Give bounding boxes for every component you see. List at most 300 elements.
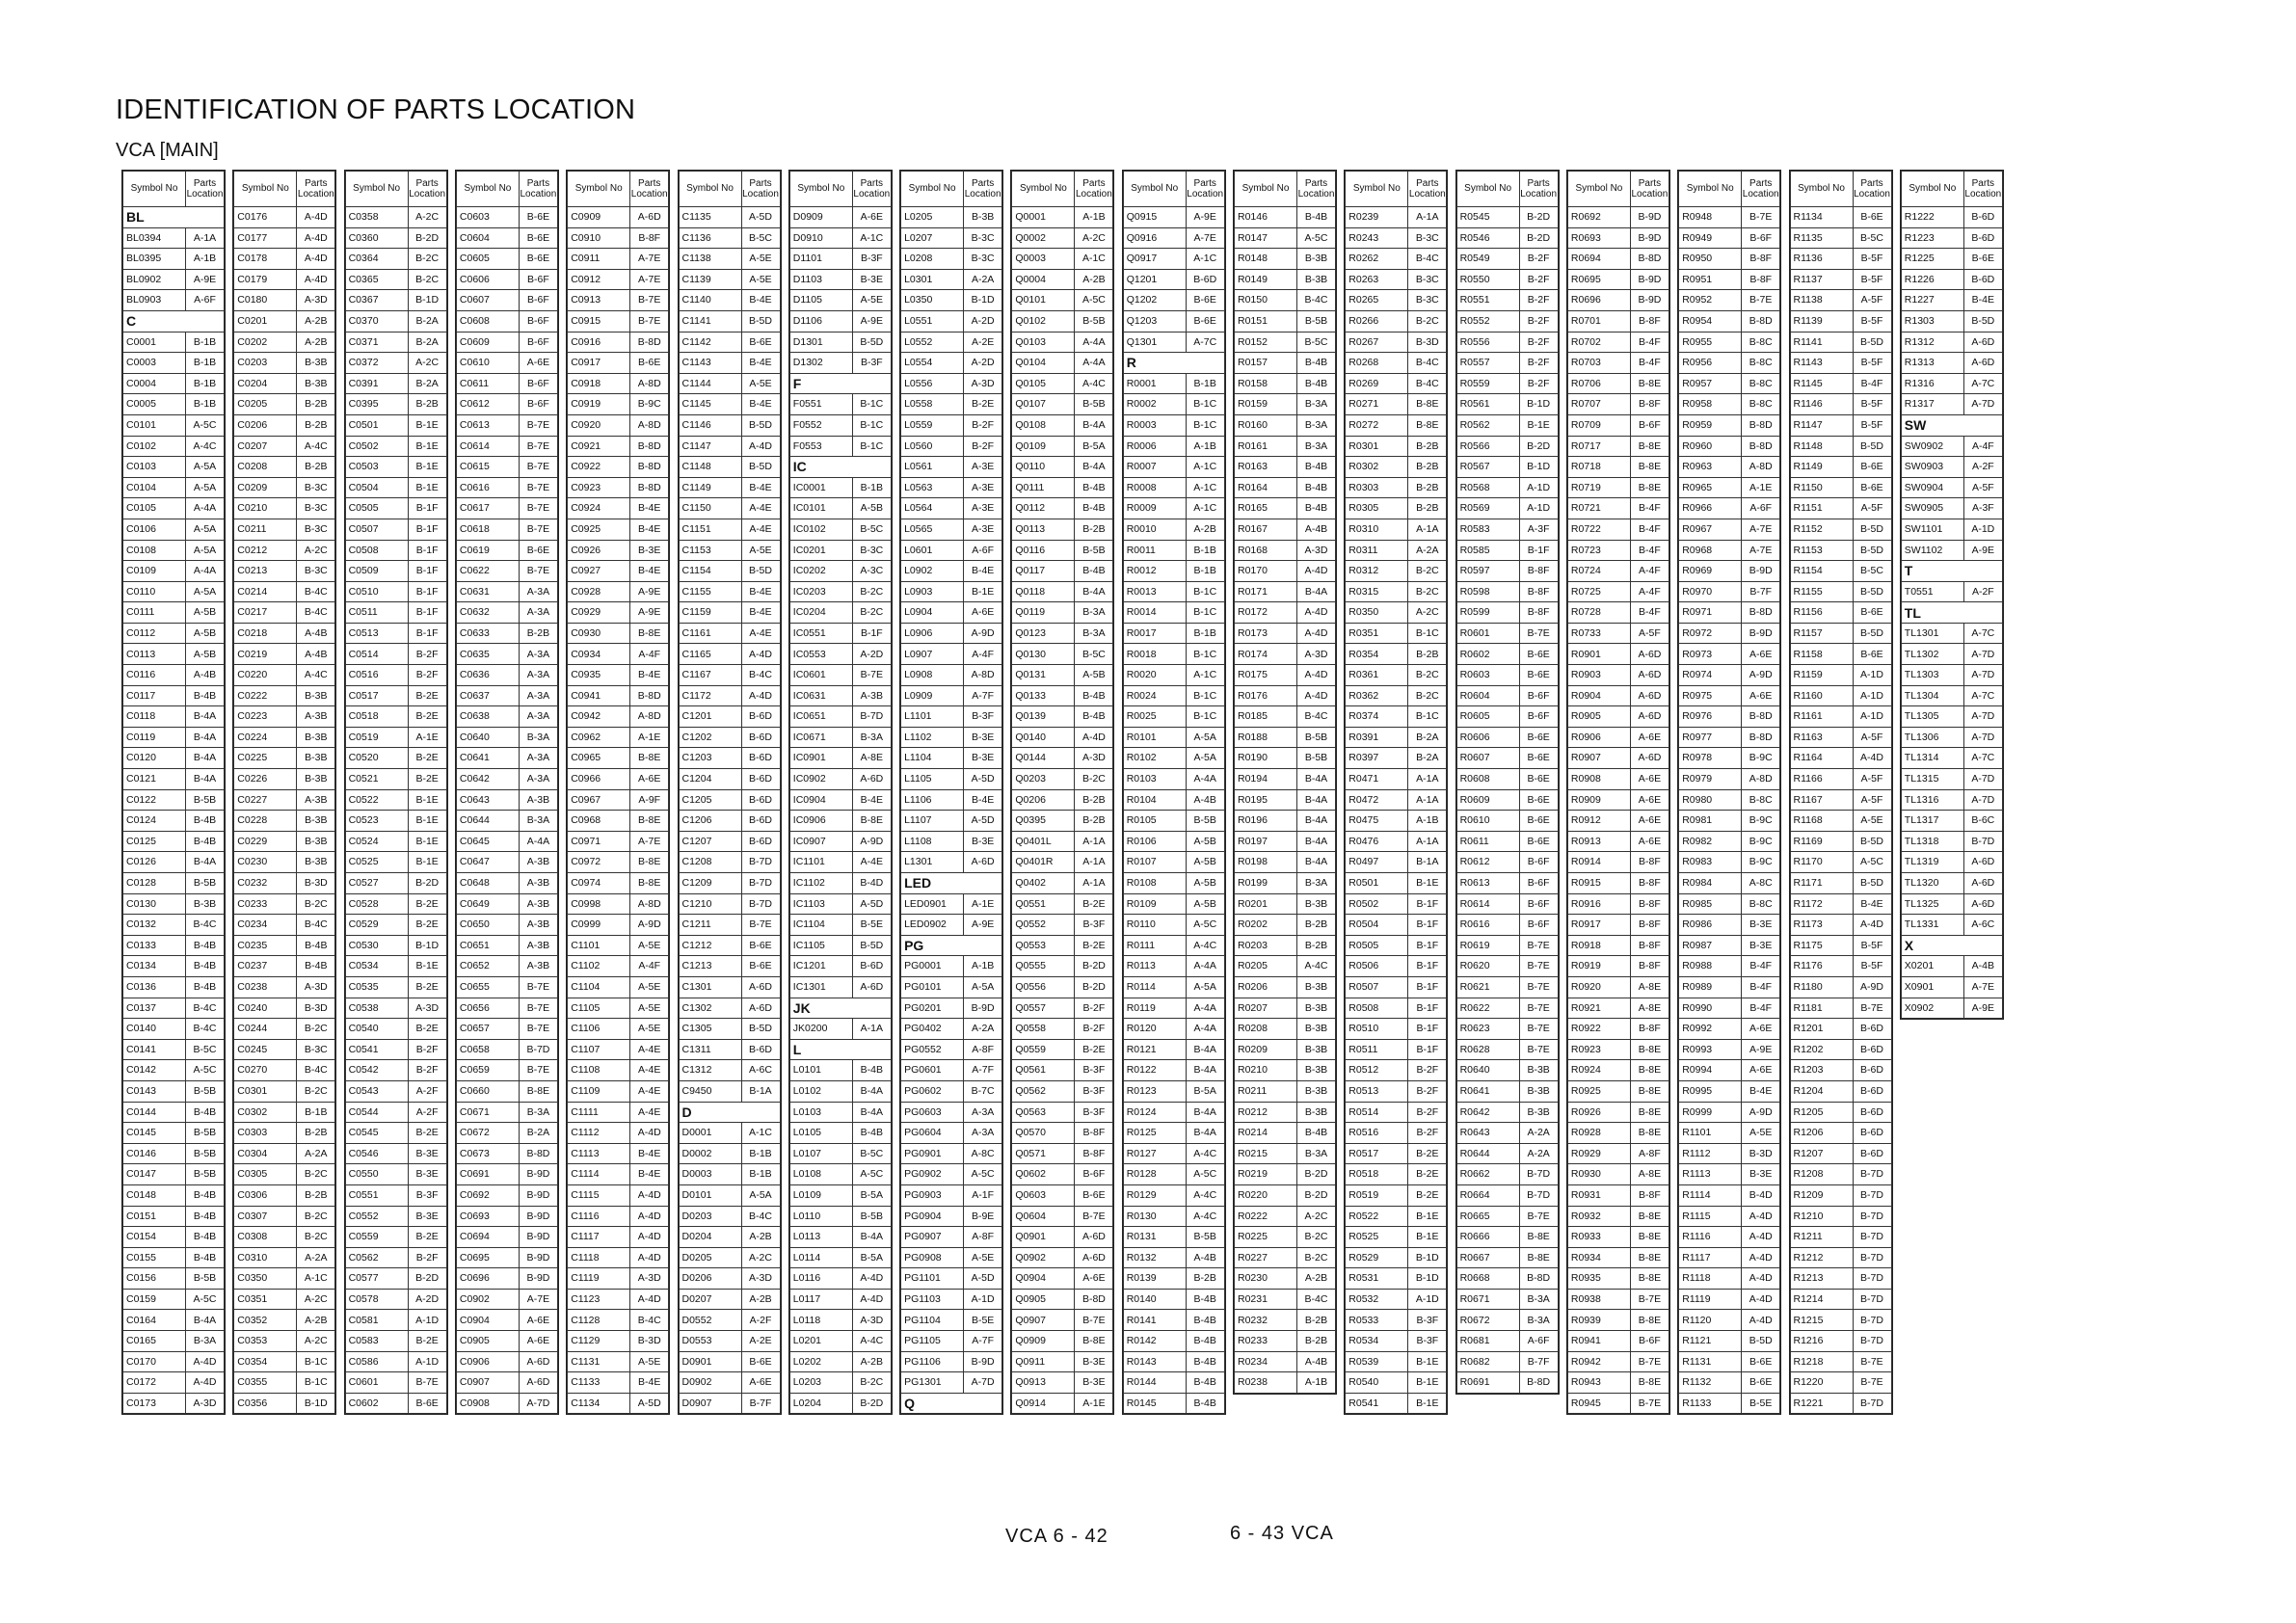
location-cell: B-7D xyxy=(741,852,780,873)
symbol-cell: R0014 xyxy=(1123,602,1186,624)
table-row xyxy=(789,1164,891,1185)
symbol-cell: Q0113 xyxy=(1012,519,1075,540)
symbol-cell: R0952 xyxy=(1679,290,1742,311)
symbol-cell: R0546 xyxy=(1456,227,1519,249)
symbol-cell: C0910 xyxy=(568,227,630,249)
table-row xyxy=(1456,519,1558,540)
table-row xyxy=(1901,623,2002,644)
table-row xyxy=(345,227,446,249)
table-row xyxy=(1901,457,2002,478)
symbol-cell: TL1316 xyxy=(1901,789,1963,811)
symbol-cell: R0362 xyxy=(1346,685,1408,706)
table-row xyxy=(1012,436,1113,457)
location-cell: B-8F xyxy=(630,227,669,249)
location-cell: A-5E xyxy=(741,269,780,290)
table-row xyxy=(679,1206,780,1227)
symbol-cell: R0559 xyxy=(1456,373,1519,394)
symbol-cell: R0002 xyxy=(1123,394,1186,415)
symbol-cell: R0205 xyxy=(1235,956,1297,977)
symbol-cell: R1138 xyxy=(1790,290,1853,311)
location-cell: A-2D xyxy=(964,353,1002,374)
location-cell: B-3B xyxy=(297,373,335,394)
location-cell: B-2F xyxy=(408,1039,446,1060)
table-row xyxy=(1346,1184,1447,1206)
table-row xyxy=(1012,1393,1113,1414)
location-cell: B-5B xyxy=(1186,1227,1224,1248)
symbol-cell: C1117 xyxy=(568,1227,630,1248)
location-cell: B-4B xyxy=(186,1102,225,1123)
location-cell: B-9C xyxy=(630,394,669,415)
location-cell: A-7F xyxy=(964,685,1002,706)
symbol-cell: R0974 xyxy=(1679,665,1742,686)
table-row xyxy=(1123,332,1224,353)
symbol-cell: C0523 xyxy=(345,811,408,832)
symbol-cell: R0175 xyxy=(1235,665,1297,686)
table-row xyxy=(1567,706,1669,728)
location-cell: A-4C xyxy=(297,436,335,457)
table-row xyxy=(1123,998,1224,1019)
table-row xyxy=(345,436,446,457)
symbol-cell: TL1304 xyxy=(1901,685,1963,706)
table-row xyxy=(1235,769,1336,790)
symbol-cell: X0902 xyxy=(1901,998,1963,1019)
symbol-cell: C0974 xyxy=(568,873,630,894)
location-cell: A-4B xyxy=(1963,956,2002,977)
location-cell: A-5B xyxy=(186,644,225,665)
location-cell: B-1F xyxy=(408,581,446,602)
symbol-cell: C0237 xyxy=(234,956,297,977)
table-row xyxy=(1456,1310,1558,1331)
symbol-cell: R0006 xyxy=(1123,436,1186,457)
table-row xyxy=(1901,249,2002,270)
section-letter: BL xyxy=(123,207,225,228)
table-row xyxy=(1456,1164,1558,1185)
table-row xyxy=(1346,998,1447,1019)
symbol-cell: L0565 xyxy=(901,519,964,540)
location-cell: A-1B xyxy=(1297,1372,1336,1394)
table-row xyxy=(123,436,225,457)
symbol-cell: R0552 xyxy=(1456,310,1519,332)
symbol-cell: R0926 xyxy=(1567,1102,1630,1123)
symbol-cell: R0232 xyxy=(1235,1310,1297,1331)
table-row xyxy=(901,1060,1002,1081)
location-cell: B-7E xyxy=(852,665,891,686)
location-cell: A-9E xyxy=(1963,540,2002,561)
location-cell: A-2B xyxy=(1297,1268,1336,1290)
symbol-cell: C0643 xyxy=(456,789,519,811)
location-cell: B-5C xyxy=(852,1143,891,1164)
table-row xyxy=(1790,373,1891,394)
table-row xyxy=(789,477,891,498)
location-cell: A-2A xyxy=(964,269,1002,290)
symbol-cell: L0202 xyxy=(789,1351,852,1372)
location-cell: B-5F xyxy=(1853,414,1891,436)
symbol-cell: L0908 xyxy=(901,665,964,686)
location-cell: B-4C xyxy=(630,1310,669,1331)
symbol-cell: C0180 xyxy=(234,290,297,311)
symbol-cell: C1206 xyxy=(679,811,741,832)
table-row xyxy=(1123,1123,1224,1144)
symbol-cell: R1114 xyxy=(1679,1184,1742,1206)
table-row xyxy=(1456,1102,1558,1123)
symbol-cell: R0123 xyxy=(1123,1080,1186,1102)
symbol-cell: LED0902 xyxy=(901,915,964,936)
table-row xyxy=(123,561,225,582)
location-cell: A-7E xyxy=(630,249,669,270)
location-cell: B-4A xyxy=(852,1102,891,1123)
symbol-cell: R0915 xyxy=(1567,873,1630,894)
location-cell: B-8E xyxy=(1630,1206,1669,1227)
symbol-cell: R0695 xyxy=(1567,269,1630,290)
location-cell: A-6D xyxy=(852,769,891,790)
parts-table xyxy=(1011,171,1113,1414)
location-cell: B-8E xyxy=(1630,1372,1669,1394)
table-row xyxy=(1790,789,1891,811)
location-cell: B-4A xyxy=(186,852,225,873)
table-row xyxy=(901,1164,1002,1185)
symbol-cell: L0561 xyxy=(901,457,964,478)
table-row xyxy=(1346,519,1447,540)
location-cell: B-4C xyxy=(1408,249,1447,270)
location-cell: B-4C xyxy=(741,1206,780,1227)
table-row xyxy=(345,1247,446,1268)
table-row xyxy=(1901,727,2002,748)
symbol-cell: R0908 xyxy=(1567,769,1630,790)
location-cell: B-7E xyxy=(519,519,557,540)
symbol-cell: C0998 xyxy=(568,893,630,915)
symbol-cell: Q0907 xyxy=(1012,1310,1075,1331)
location-cell: A-5E xyxy=(964,1247,1002,1268)
table-row xyxy=(1346,1393,1447,1414)
symbol-cell: C0308 xyxy=(234,1227,297,1248)
section-letter: TL xyxy=(1901,602,2002,624)
table-header-row xyxy=(1679,172,1780,207)
table-row xyxy=(679,436,780,457)
table-row xyxy=(1235,332,1336,353)
location-cell: B-4C xyxy=(297,1060,335,1081)
symbol-cell: Q0118 xyxy=(1012,581,1075,602)
symbol-cell: R0472 xyxy=(1346,789,1408,811)
location-cell: B-7D xyxy=(852,706,891,728)
symbol-cell: C0659 xyxy=(456,1060,519,1081)
table-row xyxy=(1235,1060,1336,1081)
symbol-cell: BL0395 xyxy=(123,249,186,270)
table-row xyxy=(123,706,225,728)
symbol-cell: R0227 xyxy=(1235,1247,1297,1268)
location-cell: B-8E xyxy=(1630,1060,1669,1081)
table-row xyxy=(1235,727,1336,748)
location-cell: B-2E xyxy=(408,706,446,728)
section-header-row xyxy=(1901,414,2002,436)
location-cell: B-4B xyxy=(1297,373,1336,394)
location-cell: B-1B xyxy=(852,477,891,498)
table-row xyxy=(568,498,669,519)
symbol-cell: D0003 xyxy=(679,1164,741,1185)
table-row xyxy=(1567,852,1669,873)
location-cell: B-2C xyxy=(297,1019,335,1040)
symbol-cell: R0951 xyxy=(1679,269,1742,290)
location-cell: A-6D xyxy=(1075,1227,1113,1248)
location-cell: A-1C xyxy=(741,1123,780,1144)
symbol-cell: C0909 xyxy=(568,207,630,228)
table-row xyxy=(789,1019,891,1040)
location-cell: B-7E xyxy=(519,457,557,478)
symbol-cell: R0113 xyxy=(1123,956,1186,977)
table-row xyxy=(1567,414,1669,436)
table-row xyxy=(1123,1164,1224,1185)
table-row xyxy=(568,789,669,811)
section-letter: T xyxy=(1901,561,2002,582)
table-row xyxy=(123,477,225,498)
table-row xyxy=(1456,269,1558,290)
location-cell: B-4B xyxy=(1075,477,1113,498)
symbol-cell: C0005 xyxy=(123,394,186,415)
symbol-cell: R0557 xyxy=(1456,353,1519,374)
table-row xyxy=(1679,935,1780,956)
location-cell: B-3E xyxy=(964,831,1002,852)
table-row xyxy=(1790,1143,1891,1164)
location-cell: A-5B xyxy=(186,623,225,644)
symbol-cell: IC0201 xyxy=(789,540,852,561)
table-row xyxy=(789,332,891,353)
symbol-cell: R0196 xyxy=(1235,811,1297,832)
table-row xyxy=(456,414,557,436)
location-cell: B-4B xyxy=(186,1247,225,1268)
parts-column xyxy=(1455,170,1560,1395)
location-cell: B-2A xyxy=(408,373,446,394)
location-cell: B-4E xyxy=(630,1164,669,1185)
section-letter: L xyxy=(789,1039,891,1060)
location-cell: B-2D xyxy=(1519,436,1558,457)
table-row xyxy=(901,1351,1002,1372)
symbol-cell: R0168 xyxy=(1235,540,1297,561)
symbol-cell: R0533 xyxy=(1346,1310,1408,1331)
symbol-cell: D0001 xyxy=(679,1123,741,1144)
table-row xyxy=(234,269,335,290)
location-cell: A-6D xyxy=(1963,893,2002,915)
table-row xyxy=(1012,332,1113,353)
location-cell: B-4F xyxy=(1630,498,1669,519)
symbol-cell: R0025 xyxy=(1123,706,1186,728)
table-row xyxy=(1123,1289,1224,1310)
symbol-cell: R1212 xyxy=(1790,1247,1853,1268)
table-row xyxy=(1346,436,1447,457)
symbol-cell: C1133 xyxy=(568,1372,630,1394)
location-cell: A-3B xyxy=(297,789,335,811)
location-cell: B-6E xyxy=(741,1351,780,1372)
table-row xyxy=(123,998,225,1019)
table-row xyxy=(1123,1184,1224,1206)
location-cell: B-8E xyxy=(1630,1247,1669,1268)
symbol-cell: R1220 xyxy=(1790,1372,1853,1394)
table-row xyxy=(1456,561,1558,582)
location-cell: B-1F xyxy=(1408,1039,1447,1060)
table-row xyxy=(679,831,780,852)
symbol-cell: C0117 xyxy=(123,685,186,706)
symbol-cell: C0622 xyxy=(456,561,519,582)
table-row xyxy=(679,811,780,832)
symbol-cell: L0601 xyxy=(901,540,964,561)
location-cell: A-9E xyxy=(186,269,225,290)
table-row xyxy=(456,956,557,977)
section-letter: SW xyxy=(1901,414,2002,436)
location-cell: A-4D xyxy=(1742,1227,1780,1248)
symbol-cell: C0930 xyxy=(568,623,630,644)
symbol-cell: L0205 xyxy=(901,207,964,228)
parts-table xyxy=(1567,171,1669,1414)
symbol-cell: R0007 xyxy=(1123,457,1186,478)
location-cell: A-3C xyxy=(852,561,891,582)
table-row xyxy=(1679,561,1780,582)
symbol-cell: R1150 xyxy=(1790,477,1853,498)
table-row xyxy=(1679,998,1780,1019)
symbol-cell: C1123 xyxy=(568,1289,630,1310)
location-cell: B-2B xyxy=(408,394,446,415)
table-row xyxy=(1901,373,2002,394)
symbol-cell: R0702 xyxy=(1567,332,1630,353)
symbol-cell: C0521 xyxy=(345,769,408,790)
location-cell: B-4A xyxy=(186,727,225,748)
table-row xyxy=(1679,457,1780,478)
location-cell: A-4E xyxy=(741,519,780,540)
table-row xyxy=(456,789,557,811)
location-cell: B-9C xyxy=(1742,748,1780,769)
table-row xyxy=(1567,249,1669,270)
symbol-cell: R1120 xyxy=(1679,1310,1742,1331)
symbol-cell: C0125 xyxy=(123,831,186,852)
symbol-cell: R0960 xyxy=(1679,436,1742,457)
location-cell: A-4D xyxy=(741,644,780,665)
location-cell: B-4A xyxy=(186,1310,225,1331)
symbol-cell: R1216 xyxy=(1790,1331,1853,1352)
symbol-cell: IC0906 xyxy=(789,811,852,832)
table-row xyxy=(1346,394,1447,415)
symbol-cell: R0518 xyxy=(1346,1164,1408,1185)
symbol-cell: R1164 xyxy=(1790,748,1853,769)
location-cell: B-5E xyxy=(852,915,891,936)
location-cell: B-5A xyxy=(1075,436,1113,457)
location-cell: B-6D xyxy=(741,831,780,852)
location-cell: B-6D xyxy=(1963,207,2002,228)
symbol-cell: C0604 xyxy=(456,227,519,249)
symbol-cell: C1167 xyxy=(679,665,741,686)
location-cell: B-6E xyxy=(1519,789,1558,811)
location-cell: A-8E xyxy=(1630,976,1669,998)
table-row xyxy=(1790,1247,1891,1268)
location-cell: A-6E xyxy=(1742,1060,1780,1081)
table-row xyxy=(1123,414,1224,436)
table-row xyxy=(1123,1102,1224,1123)
location-cell: A-5E xyxy=(741,249,780,270)
location-cell: A-5D xyxy=(741,207,780,228)
table-row xyxy=(1123,269,1224,290)
location-cell: A-4D xyxy=(186,1372,225,1394)
header-symbol: Symbol No xyxy=(789,172,852,207)
location-cell: A-5C xyxy=(186,1289,225,1310)
symbol-cell: C1131 xyxy=(568,1351,630,1372)
table-row xyxy=(1012,1123,1113,1144)
table-row xyxy=(1012,1019,1113,1040)
symbol-cell: R0608 xyxy=(1456,769,1519,790)
table-row xyxy=(1235,685,1336,706)
symbol-cell: R0109 xyxy=(1123,893,1186,915)
table-row xyxy=(1790,1164,1891,1185)
location-cell: B-7F xyxy=(1742,581,1780,602)
table-row xyxy=(679,727,780,748)
symbol-cell: C0615 xyxy=(456,457,519,478)
location-cell: A-5F xyxy=(1853,498,1891,519)
location-cell: B-9C xyxy=(1742,852,1780,873)
symbol-cell: C0603 xyxy=(456,207,519,228)
table-row xyxy=(345,477,446,498)
location-cell: B-8F xyxy=(1742,269,1780,290)
location-cell: B-5E xyxy=(964,1310,1002,1331)
location-cell: A-5B xyxy=(1186,873,1224,894)
location-cell: B-8C xyxy=(1742,893,1780,915)
symbol-cell: C0522 xyxy=(345,789,408,811)
table-row xyxy=(1346,852,1447,873)
symbol-cell: L0208 xyxy=(901,249,964,270)
symbol-cell: C0968 xyxy=(568,811,630,832)
symbol-cell: R0932 xyxy=(1567,1206,1630,1227)
table-row xyxy=(568,623,669,644)
table-row xyxy=(901,1206,1002,1227)
symbol-cell: PG1105 xyxy=(901,1331,964,1352)
symbol-cell: TL1302 xyxy=(1901,644,1963,665)
location-cell: A-2C xyxy=(297,1289,335,1310)
table-row xyxy=(1235,581,1336,602)
symbol-cell: IC1105 xyxy=(789,935,852,956)
table-row xyxy=(234,873,335,894)
location-cell: B-6F xyxy=(1630,414,1669,436)
symbol-cell: C0530 xyxy=(345,935,408,956)
symbol-cell: R0476 xyxy=(1346,831,1408,852)
location-cell: B-9D xyxy=(519,1247,557,1268)
symbol-cell: C0517 xyxy=(345,685,408,706)
location-cell: B-7E xyxy=(1630,1351,1669,1372)
table-row xyxy=(456,852,557,873)
section-letter: D xyxy=(679,1102,780,1123)
location-cell: B-4E xyxy=(852,789,891,811)
table-row xyxy=(1012,269,1113,290)
parts-table xyxy=(1790,171,1892,1414)
location-cell: B-1F xyxy=(408,602,446,624)
symbol-cell: C0935 xyxy=(568,665,630,686)
symbol-cell: R0003 xyxy=(1123,414,1186,436)
table-row xyxy=(456,685,557,706)
table-header-row xyxy=(456,172,557,207)
symbol-cell: R0212 xyxy=(1235,1102,1297,1123)
section-letter: IC xyxy=(789,457,891,478)
table-row xyxy=(1679,436,1780,457)
symbol-cell: C0234 xyxy=(234,915,297,936)
table-row xyxy=(679,1164,780,1185)
symbol-cell: R0719 xyxy=(1567,477,1630,498)
symbol-cell: C1150 xyxy=(679,498,741,519)
location-cell: A-3E xyxy=(964,457,1002,478)
parts-column xyxy=(1789,170,1893,1415)
symbol-cell: R0611 xyxy=(1456,831,1519,852)
location-cell: A-6E xyxy=(964,602,1002,624)
symbol-cell: R0609 xyxy=(1456,789,1519,811)
location-cell: A-1A xyxy=(186,227,225,249)
header-symbol: Symbol No xyxy=(1235,172,1297,207)
table-row xyxy=(234,852,335,873)
location-cell: B-8E xyxy=(1075,1331,1113,1352)
location-cell: B-6D xyxy=(1853,1123,1891,1144)
location-cell: A-6C xyxy=(1963,915,2002,936)
location-cell: A-5C xyxy=(1297,227,1336,249)
